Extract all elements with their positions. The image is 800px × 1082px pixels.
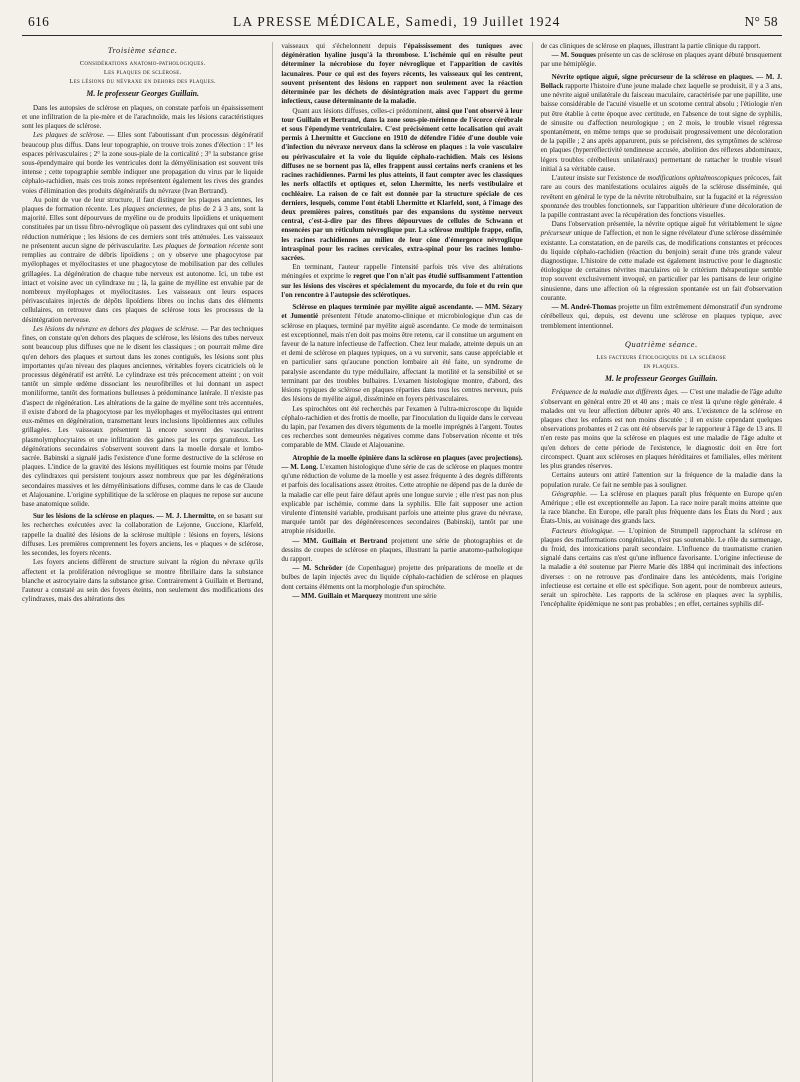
paragraph-text: projette un film extrêmement démonstratif d'un syndrome cérébelleux qui, depuis, est devenu une sclérose en plaques typique, avec tremblement intentionnel. bbox=[540, 303, 782, 330]
paragraph-text: — La sclérose en plaques paraît plus fréquente en Europe qu'en Amérique ; elle est exceptionnelle au Japon. La race noire paraît moins atteinte que la race blanche. En Europe, elle paraît plus fréquente dans les États du Nord ; aux États-Unis, au voisinage des grands lacs. bbox=[540, 489, 782, 526]
column-3 bbox=[532, 42, 782, 1082]
column-1 bbox=[22, 42, 263, 1082]
paragraph-text: En terminant, l'auteur rappelle l'intensité parfois très vive des altérations méningées et exprime le bbox=[281, 263, 523, 281]
paragraph bbox=[281, 454, 522, 537]
session-heading: Quatrième séance. bbox=[624, 339, 698, 349]
paragraph bbox=[541, 490, 782, 527]
paragraph-text: — L'opinion de Strumpell rapprochant la sclérose en plaques des malformations congénitales, n'est pas soutenable. Le rôle du surmenage, du froid, des intoxications paraît secondaire. L'influence du traumatisme cranien signalé dans certains cas n'est qu'une influence favorisante. L'origine infectieuse de la maladie a été soutenue par Pierre Marie dès 1884 qui incriminait des infections diverses : on ne retrouve pas d'ordinaire dans les antécédents, mais l'origine infectieuse est certaine et elle est spécifique. Son agent, pour de nombreux auteurs, serait un spirochète. Les rapports de la sclérose en plaques avec la syphilis, l'encéphalite épidémique ne sont pas probables ; en effet, certaines syphilis dif- bbox=[540, 526, 782, 609]
paragraph: Les foyers anciens diffèrent de structure suivant la région du névraxe qu'ils affectent et la prolifération névroglique se montre fibrillaire dans la substance blanche et astrocytaire dans la substance grise. Contrairement à Guillain et Bertrand, l'auteur a constaté au sein des foyers éteints, non seulement des modifications des cylindraxes, mais des altérations des bbox=[22, 558, 264, 604]
paragraph-text: — Par des techniques fines, on constate qu'en dehors des plaques de sclérose, les lésions des tubes nerveux sont beaucoup plus diffuses que ne le disent les classiques ; on pourrait même dire qu'en dehors des plaques et surtout dans les zones contiguës, les lésions sont plus importantes qu'au niveau des plaques anciennes, véritables foyers cicatriciels où le processus dégénératif est arrêté. Le cylindraxe est très précocement atteint ; on voit tantôt un simple œdème dissociant les neurofibrilles et lui donnant un aspect moniliforme, tantôt des formations bulleuses à prédominance latérale. Il n'existe pas d'aspect de régénération. Les altérations de la gaine de myéline sont très accentuées, il existe d'abord de la phagocytose par les myélophages et myélocitastes qui entrent eux-mêmes en dégénération, transmettant leurs inclusions lipoïdiennes aux cellules grillagées. Les vaisseaux présentent là encore souvent des vascularites plasmolymphocytaires et une infiltration des gaines par les corps granuleux. Les dégénérations secondaires s'observent souvent dans la moelle dorsale et lombo-sacrée. Babinski a signalé jadis l'existence d'une forme destructive de la sclérose en plaques. L'indice de la gravité des lésions myélitiques est fournie moins par l'étude des cylindraxes qui persistent toujours assez nombreux que par les dégénérations secondaires massives et les démyélinisations diffuses, comme dans le cas de Claude et Alajouanine. L'origine syphilitique de la sclérose en plaques ne repose sur aucune base anatomique solide. bbox=[22, 324, 264, 509]
paragraph-text: présentent l'étude anatomo-clinique et microbiologique d'un cas de sclérose en plaques, terminé par myélite aiguë ascendante. Ce mode de terminaison est exceptionnel, mais n'en doit pas moins être retenu, car il constitue un argument en faveur de la nature infectieuse de l'affection. Chez leur malade, atteinte depuis un an et demi de sclérose en plaques typiques, on a vu survenir, sans cause appréciable et en particulier sans qu'aucune ponction lombaire ait été faite, un syndrome de paralysie ascendante du type médullaire, affectant la motilité et la sensibilité et se terminant par des troubles bulbaires. L'examen histologique montre, d'abord, des lésions typiques de sclérose en plaques réparties dans tous les centres nerveux, puis des lésions de myélite aiguë, disséminée en foyers périvasculaires. bbox=[281, 312, 523, 404]
paragraph-text: Au point de vue de leur structure, il faut distinguer les plaques anciennes, les plaques de formation récente. Les bbox=[22, 195, 264, 214]
paragraph bbox=[541, 388, 782, 471]
paragraph bbox=[541, 527, 782, 610]
session-theme-line: Les lésions du névraxe en dehors des plaques. bbox=[69, 78, 216, 86]
paragraph-text: Dans l'observation présentée, la névrite optique aiguë fut véritablement le bbox=[551, 220, 768, 229]
speaker-name: — M. André-Thomas bbox=[551, 303, 617, 312]
paragraph bbox=[281, 564, 522, 592]
paragraph-text: présente un cas de sclérose en plaques ayant débuté brusquement par une hémiplégie. bbox=[540, 51, 782, 69]
communication-title: Névrite optique aiguë, signe précurseur de la sclérose en plaques. — M. J. Bollack bbox=[540, 72, 782, 90]
paragraph bbox=[541, 51, 782, 69]
paragraph bbox=[541, 220, 782, 303]
emphasis: plaques anciennes bbox=[122, 205, 176, 214]
paragraph-text: sont remplies au contraire de débris lipoïdiens ; on y observe une phagocytose par myélophages et myélocitastes et une phagocytose de mobilisation par des cellules grillagées. La dégénération de chaque tube nerveux est autonome. Ici, un tube est intact et voisine avec un cylindraxe nu ; là, la gaine de myéline est envahie par de nombreux myélophages et myélocitastes. Les vaisseaux ont leurs espaces périvasculaires injectés de dépôts lipoïdiens libres ou inclus dans des éléments cellulaires, on retrouve dans ces plaques de sclérose tous les processus de la désintégration nerveuse. bbox=[22, 241, 264, 324]
page-header bbox=[22, 14, 782, 36]
section-title: Facteurs étiologique. bbox=[551, 526, 615, 535]
paragraph bbox=[281, 107, 522, 264]
paragraph-text: (de Copenhague) projette des préparations de moelle et de bulbes de lapin injectés avec du liquide céphalo-rachidien de sclérose en plaques dont certains éléments ont la morphologie d'un spirochète. bbox=[281, 564, 523, 591]
paragraph-text: vaisseaux qui s'échelonnent depuis bbox=[281, 42, 404, 50]
communication-title: Sur les lésions de la sclérose en plaques. — M. J. Lhermitte, bbox=[33, 512, 216, 521]
session-theme-line: Les plaques de sclérose. bbox=[103, 69, 182, 77]
paragraph-text: L'examen histologique d'une série de cas de sclérose en plaques montre qu'une réduction de volume de la moelle y est assez fréquente à des degrés différents et parfois des localisations assez étroites. Cette atrophie ne dépend pas de la durée de la maladie car elle peut faire défaut après une longue survie ; elle n'est pas non plus explicable par ischémie, comme dans la syphilis. Elle fait supposer une action virulente d'intensité variable, produisant parfois une atteinte plus grave du névraxe, marquée tantôt par des dégénérescences secondaires (Babinski), tantôt par une atrophie résiduelle. bbox=[281, 462, 523, 536]
paragraph-text: L'auteur insiste sur l'existence de bbox=[551, 174, 648, 183]
paragraph-text: précoces, fait rare au cours des manifestations oculaires aiguës de la sclérose disséminée, qui revêtent en général le type de la névrite rétrobulbaire, sur la fugacité et la bbox=[540, 174, 782, 201]
paragraph bbox=[22, 196, 263, 325]
paragraph-text: montrent une série bbox=[382, 591, 437, 600]
issue-number: N° 58 bbox=[744, 14, 778, 29]
paragraph bbox=[541, 174, 782, 220]
paragraph-text: projettent une série de photographies et de dessins de coupes de sclérose en plaques, illustrant la partie anatomo-pathologique du rapport. bbox=[281, 536, 523, 564]
paragraph-text: des troubles fonctionnels, sur l'apparition ultérieure d'une décoloration de la papille contrastant avec la récupération des fonctions visuelles. bbox=[540, 201, 782, 219]
paragraph bbox=[22, 512, 263, 558]
paragraph bbox=[281, 42, 522, 107]
bold-text: ainsi que l'ont observé à leur tour Guillain et Bertrand, dans la zone sous-pie-mérienne de l'écorce cérébrale et sous l'épendyme ventriculaire. C'est précisément cette localisation qui avait permis à Lhermitte et Guccione en 1910 de défendre l'idée d'une double voie d'infection du névraxe nerveux dans la sclérose en plaques : la voie vasculaire ou périvasculaire et la voie du liquide céphalo-rachidien. Mais ces lésions diffuses ne se bornent pas là, elles frappent aussi certains nerfs craniens et les racines rachidiennes. Parmi les plus atteints, il faut compter avec les classiques les nerfs olfactifs et optiques et, selon Lhermitte, les nerfs vestibulaire et cochléaire. La raison de ce fait est donnée par la structure spéciale de ces derniers, lesquels, comme l'ont établi Lhermitte et Klarfeld, sont, à l'image des deux premières paires, constitués par des expansions du système nerveux central, c'est-à-dire par des fibres dépourvues de cellules de Schwann et ensencées par un réticulum névroglique pur. La sclérose multiple frappe, enfin, les racines rachidiennes au milieu de leur cône d'émergence névroglique intraspinal pour les racines cervicales, extra-spinal pour les racines lombo-sacrées. bbox=[281, 106, 523, 263]
paragraph: Les spirochètes ont été recherchés par l'examen à l'ultra-microscope du liquide céphalo-rachidien et des frottis de moelle, par l'inoculation du liquide dans le cerveau du lapin, par l'examen des divers téguments de la moelle imprégnés à l'argent. Toutes ces recherches sont demeurées négatives comme dans l'observation récente et très comparable de MM. Claude et Alajouanine. bbox=[281, 404, 523, 450]
speaker-name: — MM. Guillain et Bertrand bbox=[292, 536, 388, 545]
paragraph: Dans les autopsies de sclérose en plaques, on constate parfois un épaississement et une infiltration de la pie-mère et de l'arachnoïde, mais les lésions caractéristiques sont les plaques de sclérose. bbox=[22, 103, 264, 131]
speaker-name: — M. Souques bbox=[551, 51, 596, 60]
paragraph bbox=[541, 73, 782, 174]
article-columns bbox=[22, 42, 782, 1082]
session-heading: Troisième séance. bbox=[107, 46, 178, 55]
paragraph bbox=[281, 263, 522, 300]
bold-text: l'épaississement des tuniques avec dégénération hyaline jusqu'à la thrombose. L'ischémie qui en résulte peut déterminer la nécrobiose du foyer névroglique et l'apparition de cavités lacunaires. Pour ce qui est des foyers récents, les vaisseaux qui les centrent, souvent présentent des lésions en rapport non seulement avec la réaction déterminée par les déchets de désintégration mais avec l'apport du germe infectieux, cause déterminante de la maladie. bbox=[281, 42, 523, 106]
paragraph bbox=[22, 131, 263, 196]
section-title: Les lésions du névraxe en dehors des plaques de sclérose. bbox=[33, 324, 199, 333]
emphasis: régression spontanée bbox=[540, 192, 782, 210]
session-theme-line: Les facteurs étiologiques de la sclérose bbox=[596, 353, 727, 361]
paragraph bbox=[22, 325, 263, 509]
journal-title: LA PRESSE MÉDICALE, Samedi, 19 Juillet 1924 bbox=[233, 14, 561, 29]
rapporteur: M. le professeur Georges Guillain. bbox=[86, 89, 199, 99]
paragraph-text: unique de l'affection, et non le signe révélateur d'une sclérose disséminée existante. La constatation, en de pareils cas, de modifications constantes et précoces du liquide céphalo-rachidien (réaction du benjoin) serait d'une très grande valeur diagnostique. L'histoire de cette malade est également instructive pour le diagnostic étiologique de certaines névrites maculaires où le critérium thérapeutique semble trop souvent exclusivement invoqué, en particulier par les partisans de leur origine sinusienne, dans une affection où la régression spontanée est un fait d'observation courante. bbox=[540, 229, 782, 302]
paragraph-text: rapporte l'histoire d'une jeune malade chez laquelle se produisit, il y a 3 ans, une névrite aiguë unilatérale du faisceau maculaire, caractérisée par une papillite, une baisse considérable de l'acuité visuelle et un scotome central absolu ; l'étiologie n'en put être établie à cette époque avec certitude, en l'absence de tout signe de syphilis, de sinusite ou d'affection neurologique ; en 2 mois, le trouble visuel régressa spontanément, en même temps que se produisait progressivement une décoloration de la papille ; 2 ans après apparurent, puis se précisèrent, des symptômes de sclérose en plaques (hyperréflectivité tendineuse accusée, abolition des réflexes abdominaux, légers troubles cérébelleux unilatéraux) permettant de rattacher le trouble visuel initial à sa véritable cause. bbox=[540, 81, 782, 173]
communication-title: Atrophie de la moelle épinière dans la sclérose en plaques (avec projections). — M. Long. bbox=[281, 453, 523, 471]
paragraph bbox=[281, 537, 522, 565]
rapporteur: M. le professeur Georges Guillain. bbox=[604, 373, 718, 383]
paragraph-text: Quant aux lésions diffuses, celles-ci prédominent, bbox=[292, 106, 436, 115]
section-title: Les plaques de sclérose. bbox=[33, 131, 105, 140]
emphasis: plaques de formation récente bbox=[165, 241, 250, 250]
paragraph bbox=[281, 592, 522, 601]
paragraph-text: — Elles sont l'aboutissant d'un processus dégénératif beaucoup plus diffus. Dans leur topographie, on trouve trois zones d'élection : 1° les espaces périvasculaires ; 2° la zone sous-piale de la corticalité ; 3° la substance grise sous-épendymaire qui borde les ventricules dont la démyélinisation est souvent très intense ; cette topographie semble indiquer une propagation du virus par le liquide céphalo-rachidien, mais ces trois zones représentent également les rives des grandes voies d'élimination des produits dégénératifs du névraxe (Ivan Bertrand). bbox=[22, 131, 264, 195]
paragraph-text: , de plus de 2 à 3 ans, sont la majorité. Elles sont dépourvues de myéline ou de produits lipoïdiens et uniquement constituées par un tissu fibro-névroglique où passent des cylindraxes qui ont subi une réduction numérique ; les lésions de ces derniers sont très atténuées. Les vaisseaux ne présentent aucun signe de périvascularite. Les bbox=[22, 205, 264, 250]
section-title: Géographie. bbox=[551, 489, 588, 498]
speaker-name: — M. Schröder bbox=[292, 564, 343, 573]
speaker-name: — MM. Guillain et Marquezy bbox=[292, 591, 383, 600]
paragraph-text: — C'est une maladie de l'âge adulte s'observant en général entre 20 et 40 ans ; mais ce n'est là qu'une règle générale. 4 malades ont vu leur affection débuter après 40 ans. L'existence de la sclérose en plaques chez les enfants est non moins discutée ; il en existe cependant quelques observations probantes et 2 cas ont été observés par le rapporteur à l'âge de 13 ans. Il n'en reste pas moins que la sclérose en plaques est une maladie de l'âge adulte et qu'en dehors de cette période de l'existence, le diagnostic doit en être fort circonspect. Quant aux scléroses en plaques héréditaires et familiales, elles méritent les plus grandes réserves. bbox=[540, 388, 782, 471]
bold-text: regret que l'on n'ait pas étudié suffisamment l'attention sur les lésions des viscères et spécialement du myocarde, du foie et du rein que l'on rencontre à l'autopsie des sclérotiques. bbox=[281, 272, 523, 299]
paragraph bbox=[281, 303, 522, 404]
communication-title: Sclérose en plaques terminée par myélite aiguë ascendante. — MM. Sézary et Jumentié bbox=[281, 303, 523, 321]
emphasis: modifications ophtalmoscopiques bbox=[647, 174, 743, 183]
paragraph: de cas cliniques de sclérose en plaques, illustrant la partie clinique du rapport. bbox=[540, 42, 761, 50]
section-title: Fréquence de la maladie aux différents âges. bbox=[551, 388, 679, 397]
column-2 bbox=[272, 42, 522, 1082]
session-theme-line: en plaques. bbox=[643, 362, 680, 370]
session-theme-line: Considérations anatomo-pathologiques. bbox=[79, 60, 206, 67]
paragraph-text: en se basant sur les recherches exécutées avec la collaboration de Lejonne, Guccione, Klarfeld, rappelle la dualité des lésions de la sclérose multiple : lésions en foyers, lésions diffuses. Les premières comprennent les foyers anciens, les « plaques » de sclérose, les secondes, les foyers récents. bbox=[22, 512, 264, 558]
paragraph bbox=[541, 303, 782, 331]
page-number: 616 bbox=[28, 14, 50, 29]
emphasis: signe précurseur bbox=[540, 220, 782, 238]
paragraph: Certains auteurs ont attiré l'attention sur la fréquence de la maladie dans la population rurale. Ce fait ne semble pas à souligner. bbox=[540, 471, 782, 489]
